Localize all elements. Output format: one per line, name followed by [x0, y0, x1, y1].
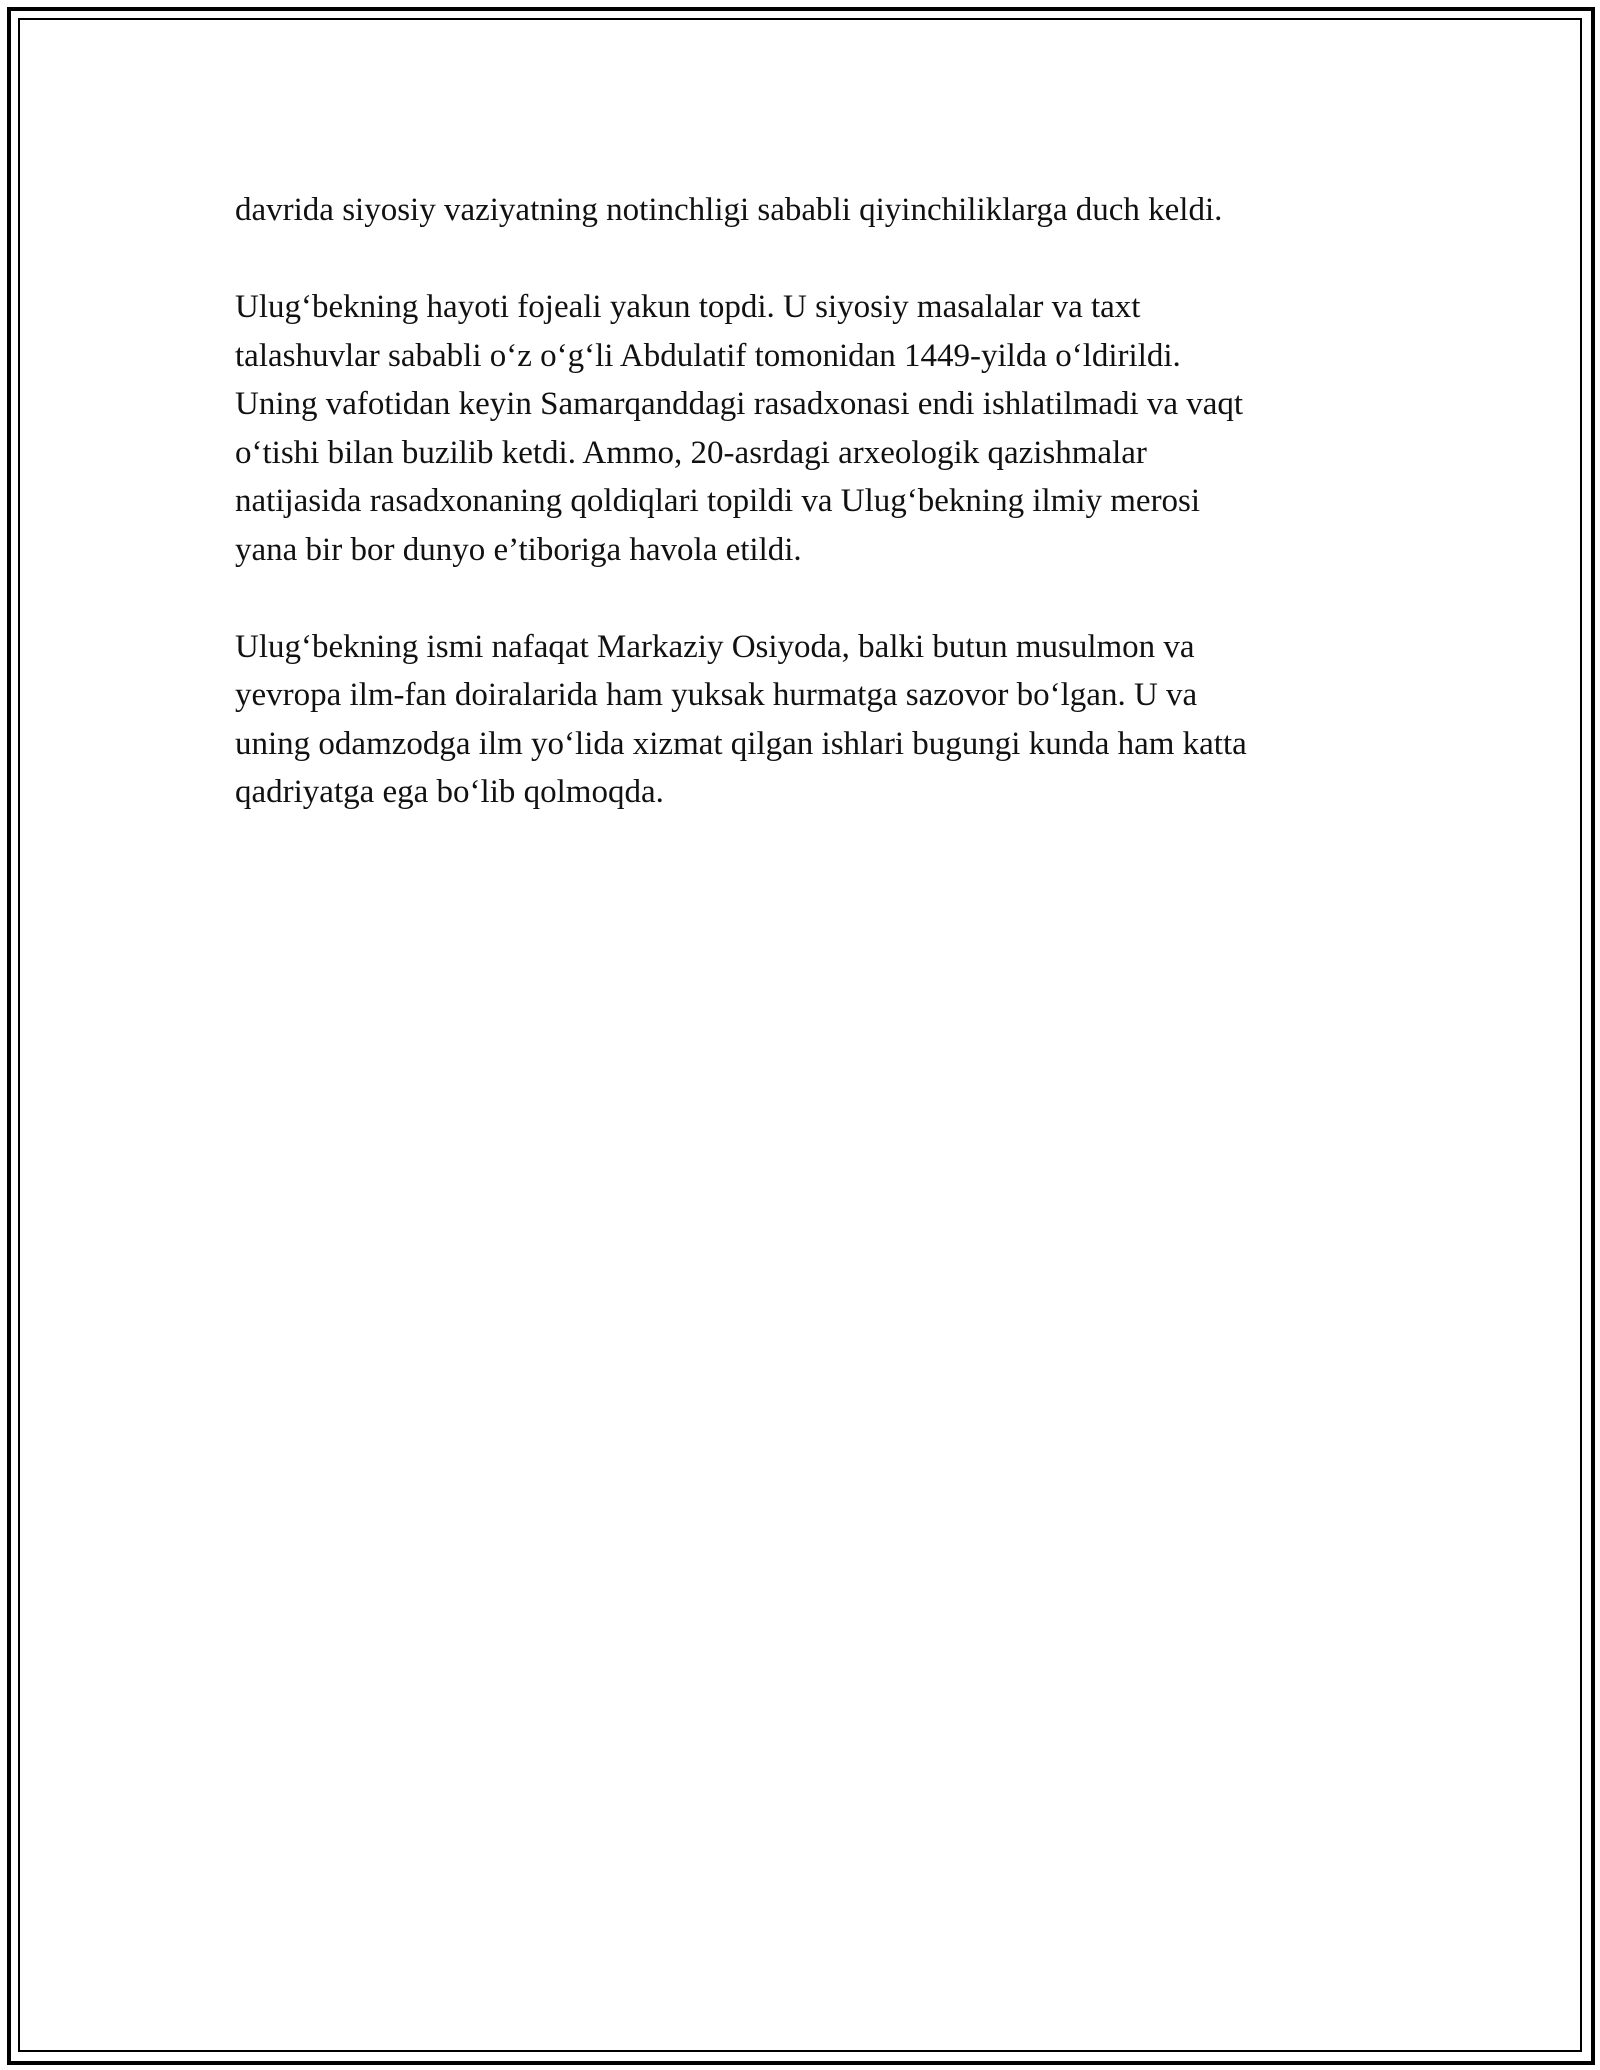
paragraph-2 — [235, 283, 1375, 574]
paragraph-1 — [235, 186, 1375, 235]
text-line: davrida siyosiy vaziyatning notinchligi sababli qiyinchiliklarga duch keldi. — [235, 192, 1223, 228]
text-line: uning odamzodga ilm yo‘lida xizmat qilgan ishlari bugungi kunda ham katta — [235, 725, 1247, 762]
text-line: o‘tishi bilan buzilib ketdi. Ammo, 20-asrdagi arxeologik qazishmalar — [235, 434, 1147, 471]
text-line: natijasida rasadxonaning qoldiqlari topildi va Ulug‘bekning ilmiy merosi — [235, 483, 1201, 519]
text-line: Ulug‘bekning ismi nafaqat Markaziy Osiyoda, balki butun musulmon va — [235, 628, 1195, 665]
document-body — [235, 186, 1375, 865]
paragraph-3 — [235, 623, 1375, 817]
text-line: yana bir bor dunyo e’tiboriga havola etildi. — [235, 531, 802, 568]
text-line: Ulug‘bekning hayoti fojeali yakun topdi. U siyosiy masalalar va taxt — [235, 289, 1141, 325]
text-line: qadriyatga ega bo‘lib qolmoqda. — [235, 774, 664, 810]
text-line: talashuvlar sababli o‘z o‘g‘li Abdulatif tomonidan 1449-yilda o‘ldirildi. — [235, 337, 1181, 374]
text-line: yevropa ilm-fan doiralarida ham yuksak hurmatga sazovor bo‘lgan. U va — [235, 677, 1198, 713]
text-line: Uning vafotidan keyin Samarqanddagi rasadxonasi endi ishlatilmadi va vaqt — [235, 386, 1244, 422]
